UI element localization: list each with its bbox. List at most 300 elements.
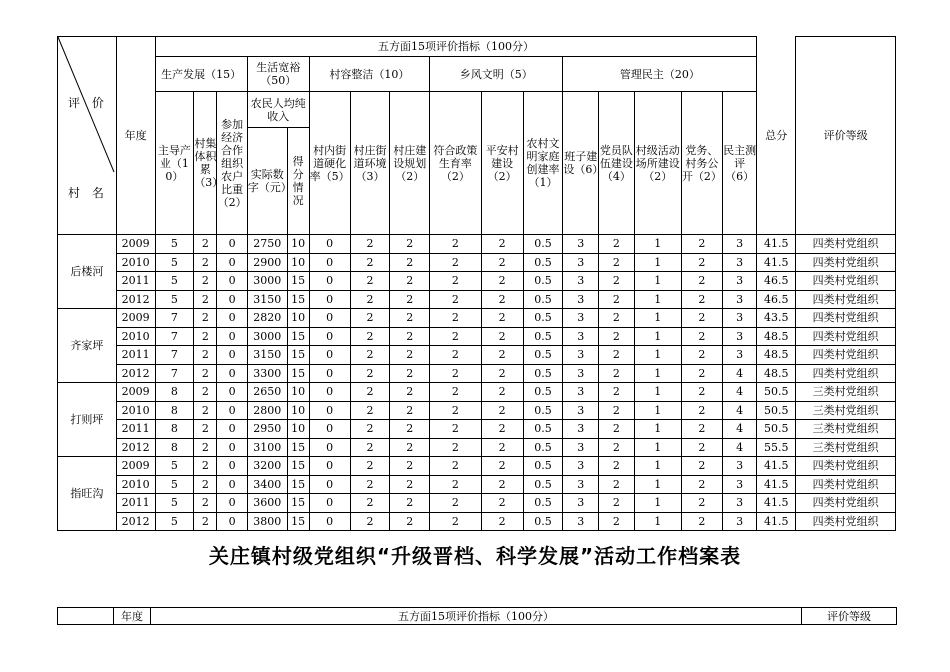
table-cell: 0.5	[523, 401, 563, 420]
col-safe: 平安村建设（2）	[481, 92, 523, 235]
table-cell: 0	[309, 309, 350, 328]
table-cell: 2	[390, 253, 430, 272]
table-cell: 2	[430, 364, 481, 383]
table-cell: 0	[309, 512, 350, 531]
table-row	[58, 290, 896, 309]
table-cell: 2750	[247, 235, 287, 254]
table-cell: 15	[287, 290, 309, 309]
table-cell: 0.5	[523, 253, 563, 272]
table-cell: 2	[481, 327, 523, 346]
table-cell: 2	[599, 364, 635, 383]
table-cell: 15	[287, 346, 309, 365]
table-cell: 0	[309, 457, 350, 476]
table-cell: 2	[430, 290, 481, 309]
table-cell: 0	[217, 272, 247, 291]
village-name: 齐家坪	[58, 309, 117, 383]
table-cell: 50.5	[757, 420, 796, 439]
table-cell: 3	[722, 309, 757, 328]
table-cell: 41.5	[757, 235, 796, 254]
table-cell: 1	[634, 420, 681, 439]
table-cell: 2	[481, 475, 523, 494]
table-cell: 0	[309, 327, 350, 346]
table-cell: 1	[634, 272, 681, 291]
table-cell: 2010	[116, 253, 155, 272]
table-cell: 1	[634, 309, 681, 328]
table-cell: 8	[155, 438, 194, 457]
table-cell: 0	[217, 475, 247, 494]
table-cell: 2	[681, 235, 722, 254]
table-cell: 2	[350, 272, 390, 291]
table-row	[58, 383, 896, 402]
table-cell: 15	[287, 457, 309, 476]
table-cell: 0	[217, 420, 247, 439]
group-village: 村容整洁（10）	[309, 57, 430, 92]
table-cell: 2	[681, 272, 722, 291]
table-cell: 2	[599, 457, 635, 476]
table-cell: 2900	[247, 253, 287, 272]
table-row	[58, 457, 896, 476]
table-cell: 8	[155, 383, 194, 402]
table-cell: 3	[563, 494, 599, 513]
table-cell: 3600	[247, 494, 287, 513]
table-cell: 2	[681, 346, 722, 365]
table-cell: 0	[217, 364, 247, 383]
table-cell: 2	[390, 494, 430, 513]
table-cell: 0	[309, 290, 350, 309]
table-cell: 2	[681, 420, 722, 439]
col-main-industry: 主导产业（10）	[155, 92, 194, 235]
table-cell: 2	[350, 364, 390, 383]
table-cell: 3	[722, 494, 757, 513]
table-cell: 3150	[247, 290, 287, 309]
table-cell: 2800	[247, 401, 287, 420]
col-open: 党务、村务公开（2）	[681, 92, 722, 235]
evaluation-table	[57, 36, 896, 531]
table-cell: 0.5	[523, 327, 563, 346]
table-cell: 0.5	[523, 235, 563, 254]
table-cell: 2010	[116, 475, 155, 494]
table-cell: 2	[599, 346, 635, 365]
village-name: 后楼河	[58, 235, 117, 309]
table-cell: 2009	[116, 309, 155, 328]
col-env: 村庄街道环境（3）	[350, 92, 390, 235]
table-cell: 2	[390, 420, 430, 439]
table-cell: 2012	[116, 290, 155, 309]
table-cell: 7	[155, 327, 194, 346]
table-cell: 2	[430, 327, 481, 346]
table-cell: 2	[599, 235, 635, 254]
col-democracy: 民主测评（6）	[722, 92, 757, 235]
table-cell: 46.5	[757, 290, 796, 309]
table-cell: 2	[390, 290, 430, 309]
table-cell: 3	[563, 235, 599, 254]
table-cell: 50.5	[757, 401, 796, 420]
table-cell: 2	[681, 383, 722, 402]
table-cell: 2	[350, 346, 390, 365]
table-cell: 3150	[247, 346, 287, 365]
table-cell: 2	[350, 438, 390, 457]
table-cell: 2	[430, 383, 481, 402]
table-row	[58, 253, 896, 272]
table-cell: 3	[563, 383, 599, 402]
table-cell: 2950	[247, 420, 287, 439]
table-cell: 3200	[247, 457, 287, 476]
table-cell: 2	[481, 346, 523, 365]
table-cell: 2	[194, 364, 217, 383]
table-cell: 10	[287, 383, 309, 402]
table-cell: 4	[722, 383, 757, 402]
table-cell: 0.5	[523, 383, 563, 402]
table-cell: 2	[194, 253, 217, 272]
table-cell: 1	[634, 327, 681, 346]
table-cell: 3	[722, 253, 757, 272]
table-cell: 2	[350, 327, 390, 346]
col-actual: 实际数字（元）	[247, 128, 287, 235]
table-cell: 0	[217, 290, 247, 309]
table-cell: 2	[350, 457, 390, 476]
table-cell: 2	[194, 383, 217, 402]
table-cell: 0	[217, 346, 247, 365]
table-cell: 2	[390, 383, 430, 402]
table-cell: 15	[287, 438, 309, 457]
table-cell: 0	[309, 235, 350, 254]
table-row	[58, 494, 896, 513]
table-cell: 1	[634, 290, 681, 309]
table-cell: 0	[309, 401, 350, 420]
table-cell: 0.5	[523, 290, 563, 309]
table-cell: 2	[681, 475, 722, 494]
table-cell: 3400	[247, 475, 287, 494]
col-venue: 村级活动场所建设（2）	[634, 92, 681, 235]
table-cell: 2	[599, 512, 635, 531]
village-label: 村 名	[68, 186, 108, 200]
table-cell: 3	[563, 457, 599, 476]
table-cell: 2	[430, 494, 481, 513]
table-cell: 3	[722, 272, 757, 291]
table-cell: 2820	[247, 309, 287, 328]
table-cell: 4	[722, 401, 757, 420]
table-cell: 2010	[116, 401, 155, 420]
table-cell: 0.5	[523, 309, 563, 328]
table-cell: 2	[194, 235, 217, 254]
table-cell: 15	[287, 364, 309, 383]
table-cell: 46.5	[757, 272, 796, 291]
table-cell: 四类村党组织	[796, 346, 896, 365]
table-cell: 0	[217, 383, 247, 402]
table-cell: 2	[599, 420, 635, 439]
table-cell: 2	[599, 475, 635, 494]
table-cell: 5	[155, 253, 194, 272]
table-cell: 2	[390, 512, 430, 531]
table-cell: 41.5	[757, 475, 796, 494]
table-cell: 3	[722, 290, 757, 309]
table-cell: 0	[217, 401, 247, 420]
table-cell: 2	[194, 438, 217, 457]
table-cell: 2	[350, 235, 390, 254]
table-cell: 5	[155, 235, 194, 254]
table-cell: 三类村党组织	[796, 383, 896, 402]
table-cell: 3	[563, 253, 599, 272]
table-cell: 2	[390, 327, 430, 346]
table-cell: 2	[481, 401, 523, 420]
table-cell: 0.5	[523, 494, 563, 513]
table-cell: 2	[350, 383, 390, 402]
table-cell: 5	[155, 457, 194, 476]
table-cell: 0	[217, 494, 247, 513]
table-cell: 3	[563, 290, 599, 309]
indicator-title: 五方面15项评价指标（100分）	[155, 37, 757, 57]
table-cell: 2	[681, 457, 722, 476]
table-cell: 2012	[116, 438, 155, 457]
table-cell: 2	[681, 327, 722, 346]
col-score: 得分情况	[287, 128, 309, 235]
table-cell: 15	[287, 327, 309, 346]
table-cell: 0	[309, 383, 350, 402]
table-cell: 2	[350, 253, 390, 272]
table-cell: 三类村党组织	[796, 438, 896, 457]
table-cell: 0.5	[523, 364, 563, 383]
table-row	[58, 346, 896, 365]
table-cell: 0	[309, 438, 350, 457]
table-cell: 0.5	[523, 438, 563, 457]
page-title: 关庄镇村级党组织“升级晋档、科学发展”活动工作档案表	[208, 544, 742, 568]
table-cell: 2	[481, 457, 523, 476]
table-cell: 2	[430, 475, 481, 494]
table-cell: 41.5	[757, 494, 796, 513]
table-cell: 2	[430, 420, 481, 439]
table-cell: 10	[287, 309, 309, 328]
table-row	[58, 309, 896, 328]
table-row	[58, 401, 896, 420]
table-cell: 3	[722, 235, 757, 254]
table-cell: 2	[481, 420, 523, 439]
table-cell: 四类村党组织	[796, 364, 896, 383]
table-cell: 7	[155, 309, 194, 328]
table-cell: 1	[634, 401, 681, 420]
table-cell: 2	[681, 401, 722, 420]
table-cell: 1	[634, 346, 681, 365]
table-cell: 2	[390, 346, 430, 365]
table-cell: 四类村党组织	[796, 290, 896, 309]
table-cell: 2	[599, 253, 635, 272]
table-cell: 2	[430, 401, 481, 420]
table-cell: 2	[481, 494, 523, 513]
table-cell: 3	[563, 420, 599, 439]
col-team: 班子建设（6）	[563, 92, 599, 235]
table-cell: 2	[481, 309, 523, 328]
table-cell: 0	[309, 420, 350, 439]
table-cell: 2009	[116, 235, 155, 254]
table-cell: 2009	[116, 383, 155, 402]
table-cell: 2	[390, 364, 430, 383]
table-cell: 4	[722, 364, 757, 383]
table-cell: 2	[681, 309, 722, 328]
table-cell: 2	[681, 494, 722, 513]
table-cell: 2	[481, 235, 523, 254]
group-management: 管理民主（20）	[563, 57, 757, 92]
table-cell: 1	[634, 494, 681, 513]
table-cell: 2	[481, 383, 523, 402]
group-production: 生产发展（15）	[155, 57, 247, 92]
table-cell: 2	[430, 438, 481, 457]
table-cell: 0.5	[523, 420, 563, 439]
table-cell: 2	[194, 309, 217, 328]
table-cell: 2	[599, 438, 635, 457]
year-header: 年度	[116, 37, 155, 235]
table-cell: 48.5	[757, 327, 796, 346]
table-cell: 0	[309, 346, 350, 365]
table-cell: 2	[390, 235, 430, 254]
table-cell: 2	[194, 346, 217, 365]
col-civil-family: 农村文明家庭创建率（1）	[523, 92, 563, 235]
table-cell: 3	[563, 438, 599, 457]
table-cell: 2	[194, 327, 217, 346]
table-cell: 0	[217, 457, 247, 476]
table-cell: 四类村党组织	[796, 253, 896, 272]
group-civility: 乡风文明（5）	[430, 57, 563, 92]
table-cell: 5	[155, 290, 194, 309]
table-cell: 2	[599, 272, 635, 291]
table-cell: 10	[287, 235, 309, 254]
table-cell: 0	[217, 309, 247, 328]
table-row	[58, 364, 896, 383]
table-cell: 1	[634, 438, 681, 457]
table-cell: 0	[309, 494, 350, 513]
table-cell: 48.5	[757, 346, 796, 365]
table-cell: 3100	[247, 438, 287, 457]
table-cell: 15	[287, 512, 309, 531]
table-cell: 8	[155, 420, 194, 439]
table-cell: 1	[634, 253, 681, 272]
table-cell: 2	[430, 512, 481, 531]
table-cell: 2	[599, 383, 635, 402]
table-cell: 0.5	[523, 512, 563, 531]
table-cell: 7	[155, 364, 194, 383]
table-cell: 2	[681, 438, 722, 457]
table-cell: 2010	[116, 327, 155, 346]
total-header: 总分	[757, 37, 796, 235]
table-cell: 15	[287, 475, 309, 494]
table-cell: 2	[481, 290, 523, 309]
table-cell: 0	[217, 438, 247, 457]
table-cell: 2	[481, 438, 523, 457]
table-cell: 15	[287, 494, 309, 513]
table-cell: 41.5	[757, 457, 796, 476]
table-cell: 2	[194, 512, 217, 531]
table-cell: 3	[722, 457, 757, 476]
table-cell: 1	[634, 475, 681, 494]
table-cell: 2011	[116, 494, 155, 513]
table-cell: 0.5	[523, 457, 563, 476]
corner-diagonal-cell	[58, 37, 117, 235]
table-cell: 2	[350, 420, 390, 439]
table-cell: 7	[155, 346, 194, 365]
table-cell: 2	[681, 253, 722, 272]
table-cell: 15	[287, 272, 309, 291]
table-cell: 2	[681, 290, 722, 309]
table-cell: 1	[634, 364, 681, 383]
table-cell: 四类村党组织	[796, 457, 896, 476]
table-cell: 2	[599, 327, 635, 346]
table-cell: 四类村党组织	[796, 235, 896, 254]
table-cell: 3	[563, 364, 599, 383]
table-cell: 0.5	[523, 475, 563, 494]
col-road: 村内街道硬化率（5）	[309, 92, 350, 235]
table-cell: 3	[722, 512, 757, 531]
table-cell: 2	[430, 235, 481, 254]
table-cell: 2	[350, 290, 390, 309]
table-cell: 4	[722, 438, 757, 457]
table-cell: 3	[563, 475, 599, 494]
table-cell: 0	[217, 235, 247, 254]
table-cell: 四类村党组织	[796, 272, 896, 291]
village-name: 指旺沟	[58, 457, 117, 531]
col-coop: 参加经济合作组织农户比重（2）	[217, 92, 247, 235]
table-row	[58, 438, 896, 457]
table-row	[58, 512, 896, 531]
table-cell: 1	[634, 512, 681, 531]
table-cell: 0	[217, 327, 247, 346]
table-cell: 四类村党组织	[796, 475, 896, 494]
table-cell: 0	[309, 253, 350, 272]
table-cell: 3	[563, 346, 599, 365]
table-cell: 2650	[247, 383, 287, 402]
col-income: 农民人均纯收入	[247, 92, 309, 128]
table-cell: 2	[194, 290, 217, 309]
table-cell: 2	[430, 272, 481, 291]
table-cell: 2	[599, 494, 635, 513]
table-cell: 8	[155, 401, 194, 420]
eval-label: 评 价	[68, 96, 108, 110]
table-cell: 3000	[247, 327, 287, 346]
table-cell: 2	[390, 475, 430, 494]
col-plan: 村庄建设规划（2）	[390, 92, 430, 235]
table-cell: 41.5	[757, 512, 796, 531]
table-cell: 2	[350, 512, 390, 531]
table-cell: 2	[390, 438, 430, 457]
grade-header: 评价等级	[796, 37, 896, 235]
table-cell: 5	[155, 494, 194, 513]
table-cell: 2011	[116, 346, 155, 365]
table-cell: 5	[155, 272, 194, 291]
table-cell: 2011	[116, 272, 155, 291]
table-cell: 1	[634, 457, 681, 476]
table-cell: 0.5	[523, 346, 563, 365]
table-cell: 48.5	[757, 364, 796, 383]
table-cell: 2	[350, 475, 390, 494]
table-cell: 43.5	[757, 309, 796, 328]
table-cell: 2	[681, 364, 722, 383]
table-cell: 5	[155, 512, 194, 531]
table-cell: 50.5	[757, 383, 796, 402]
table-cell: 2	[599, 309, 635, 328]
col-collective: 村集体积累（3）	[194, 92, 217, 235]
table-cell: 3	[563, 309, 599, 328]
table-cell: 10	[287, 253, 309, 272]
table-cell: 2012	[116, 512, 155, 531]
table-cell: 2	[481, 364, 523, 383]
table-cell: 0.5	[523, 272, 563, 291]
table-cell: 三类村党组织	[796, 401, 896, 420]
table-cell: 2012	[116, 364, 155, 383]
table-cell: 2	[481, 272, 523, 291]
table-cell: 1	[634, 383, 681, 402]
table-row	[58, 420, 896, 439]
diagonal-line	[58, 37, 114, 235]
table-cell: 2011	[116, 420, 155, 439]
table-cell: 3	[722, 346, 757, 365]
table-cell: 四类村党组织	[796, 327, 896, 346]
